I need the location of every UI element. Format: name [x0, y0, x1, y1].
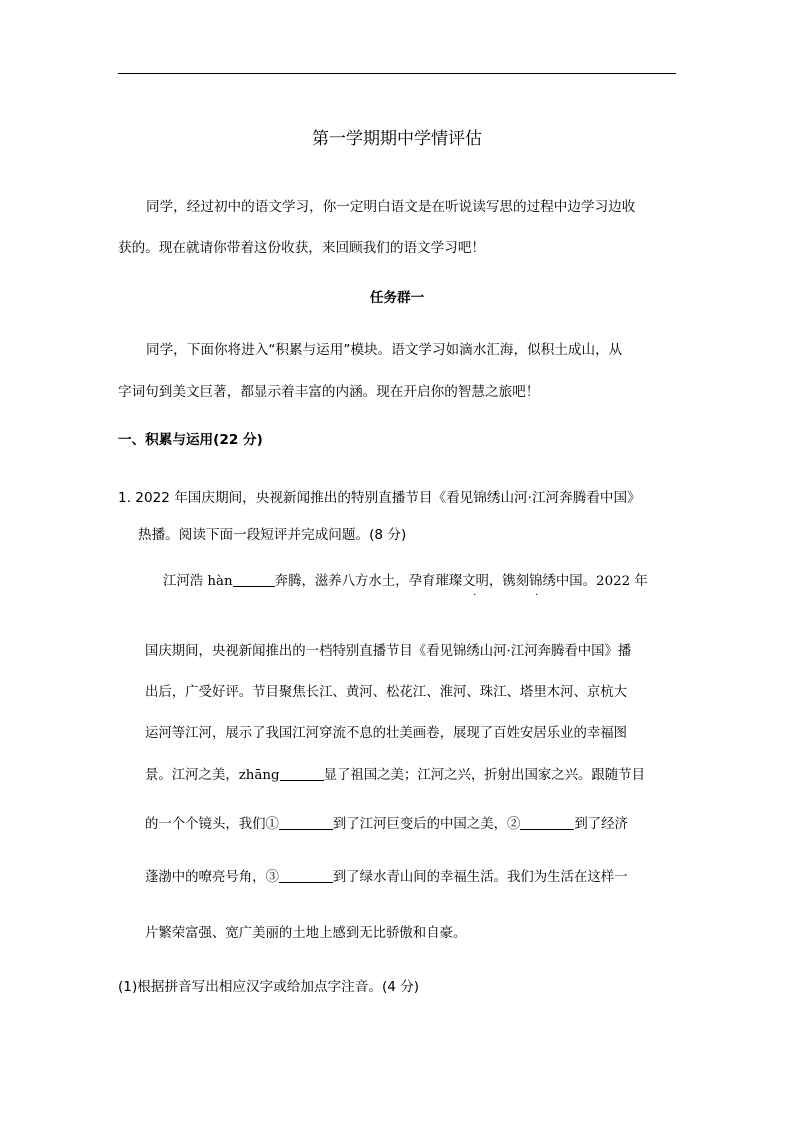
sub-question-1: (1)根据拼音写出相应汉字或给加点字注音。(4 分) — [118, 979, 420, 995]
pinyin-blank[interactable] — [280, 767, 324, 781]
passage-line-6 — [145, 813, 628, 832]
passage-line-4: 运河等江河，展示了我国江河穿流不息的壮美画卷，展现了百姓安居乐业的幸福图 — [145, 726, 628, 741]
emphasis-dot: · — [473, 590, 477, 601]
passage-line-2: 国庆期间，央视新闻推出的一档特别直播节目《看见锦绣山河·江河奔腾看中国》播 — [145, 644, 632, 659]
passage-text: 到了经济 — [574, 817, 628, 832]
answer-blank-1[interactable] — [279, 816, 333, 830]
task-intro-line-1: 同学，下面你将进入“积累与运用”模块。语文学习如滴水汇海，似积土成山，从 — [146, 342, 623, 358]
emphasis-dot: · — [535, 590, 539, 601]
passage-line-8: 片繁荣富强、宽广美丽的土地上感到无比骄傲和自豪。 — [145, 926, 467, 941]
page-title: 第一学期期中学情评估 — [312, 129, 482, 149]
passage-text: 到了江河巨变后的中国之美，② — [332, 817, 521, 832]
passage-line-5 — [145, 764, 645, 783]
passage-line-7 — [145, 866, 628, 885]
passage-text: 的一个个镜头，我们① — [145, 817, 279, 832]
question-1-line-2: 热播。阅读下面一段短评并完成问题。(8 分) — [138, 527, 407, 543]
passage-text: 奔腾，滋养八方水土，孕育璀璨文明，镌刻锦绣中国。2022 年 — [274, 574, 648, 589]
passage-line-1 — [163, 570, 648, 589]
passage-text: 江河浩 hàn — [163, 574, 233, 589]
passage-line-3: 出后，广受好评。节目聚焦长江、黄河、松花江、淮河、珠江、塔里木河、京杭大 — [145, 685, 628, 700]
passage-text: 蓬渤中的嘹亮号角，③ — [145, 870, 279, 885]
intro-line-2: 获的。现在就请你带着这份收获，来回顾我们的语文学习吧！ — [118, 240, 486, 256]
answer-blank-3[interactable] — [279, 869, 333, 883]
answer-blank-2[interactable] — [520, 816, 574, 830]
header-rule — [118, 73, 676, 74]
passage-text: 显了祖国之美；江河之兴，折射出国家之兴。跟随节目 — [323, 768, 645, 783]
question-1-line-1: 1. 2022 年国庆期间，央视新闻推出的特别直播节目《看见锦绣山河·江河奔腾看中国》 — [118, 490, 641, 506]
passage-text: 景。江河之美，zhāng — [145, 768, 280, 783]
section-heading: 一、积累与运用(22 分) — [118, 432, 263, 448]
intro-line-1: 同学，经过初中的语文学习，你一定明白语文是在听说读写思的过程中边学习边收 — [146, 199, 636, 215]
pinyin-blank[interactable] — [233, 573, 275, 587]
task-group-heading: 任务群一 — [369, 290, 425, 306]
passage-text: 到了绿水青山间的幸福生活。我们为生活在这样一 — [332, 870, 628, 885]
task-intro-line-2: 字词句到美文巨著，都显示着丰富的内涵。现在开启你的智慧之旅吧！ — [118, 384, 540, 400]
